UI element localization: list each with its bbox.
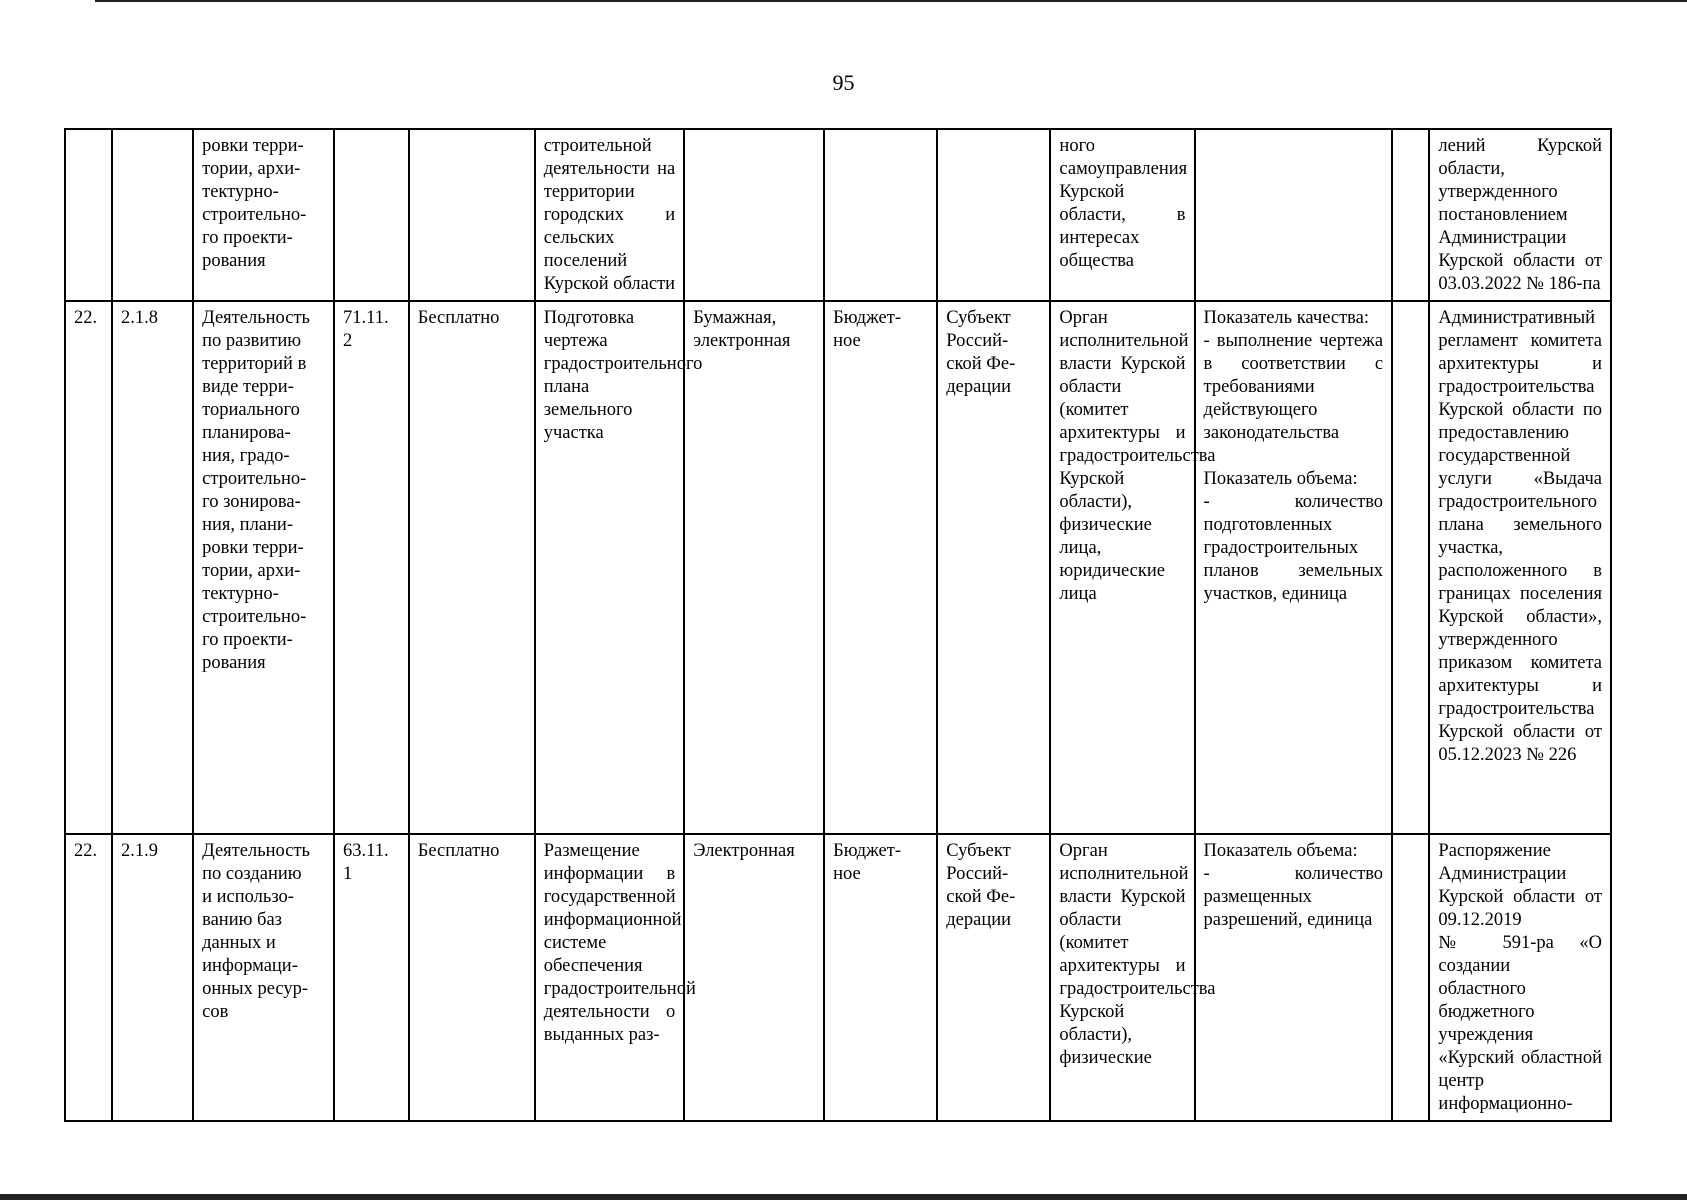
blank-cell <box>1392 129 1429 301</box>
basis-cell: лений Курской области, утвержденного постановлением Администрации Курской области от 03.03.2022 № 186-па <box>1429 129 1611 301</box>
services-table <box>64 128 1612 1122</box>
form-cell: Электронная <box>684 834 824 1121</box>
code-cell: 2.1.8 <box>112 301 193 834</box>
content-cell: Подготовка чертежа градостроительного плана земельного участка <box>535 301 684 834</box>
activity-cell: Деятельность по созданию и использо- ванию баз данных и информаци- онных ресур- сов <box>193 834 334 1121</box>
scan-top-edge <box>95 0 1687 2</box>
page-number: 95 <box>832 70 855 95</box>
type-cell: Бюджет- ное <box>824 301 937 834</box>
table-row <box>65 834 1611 1121</box>
basis-cell: Административный регламент комитета архитектуры и градостроительства Курской области по предоставлению государственной услуги «Выдача градостроительного плана земельного участка, расположенного в границах поселения Курской области», утвержденного приказом комитета архитектуры и градостроительства Курской области от 05.12.2023 № 226 <box>1429 301 1611 834</box>
indicators-cell: Показатель качества: - выполнение чертежа в соответствии с требованиями действующего законодательства Показатель объема: - количество подготовленных градостроительных планов земельных участков, единица <box>1195 301 1393 834</box>
code-cell <box>112 129 193 301</box>
category-cell: Субъект Россий- ской Фе- дерации <box>937 301 1050 834</box>
payment-cell: Бесплатно <box>409 301 535 834</box>
okved-cell: 63.11. 1 <box>334 834 409 1121</box>
content-cell: строительной деятельности на территории городских и сельских поселений Курской области <box>535 129 684 301</box>
form-cell <box>684 129 824 301</box>
form-cell: Бумажная, электронная <box>684 301 824 834</box>
category-cell: Субъект Россий- ской Фе- дерации <box>937 834 1050 1121</box>
okved-cell: 71.11. 2 <box>334 301 409 834</box>
type-cell: Бюджет- ное <box>824 834 937 1121</box>
recipients-cell: Орган исполнительной власти Курской области (комитет архитектуры и градостроительства Курской области), физические лица, юридические лица <box>1050 301 1194 834</box>
activity-cell: Деятельность по развитию территорий в виде терри- ториального планирова- ния, градо- строительно- го зонирова- ния, плани- ровки терри- тории, архи- тектурно- строительно- го проекти- рования <box>193 301 334 834</box>
row-number-cell: 22. <box>65 301 112 834</box>
content-cell: Размещение информации в государственной информационной системе обеспечения градостроительной деятельности о выданных раз- <box>535 834 684 1121</box>
row-number-cell: 22. <box>65 834 112 1121</box>
indicators-cell <box>1195 129 1393 301</box>
table-row <box>65 301 1611 834</box>
basis-cell: Распоряжение Администрации Курской области от 09.12.2019 № 591-ра «О создании областного бюджетного учреждения «Курский областной центр информационно- <box>1429 834 1611 1121</box>
recipients-cell: Орган исполнительной власти Курской области (комитет архитектуры и градостроительства Курской области), физические <box>1050 834 1194 1121</box>
type-cell <box>824 129 937 301</box>
payment-cell: Бесплатно <box>409 834 535 1121</box>
scan-bottom-edge <box>0 1194 1687 1200</box>
indicators-cell: Показатель объема: - количество размещенных разрешений, единица <box>1195 834 1393 1121</box>
activity-cell: ровки терри- тории, архи- тектурно- строительно- го проекти- рования <box>193 129 334 301</box>
okved-cell <box>334 129 409 301</box>
category-cell <box>937 129 1050 301</box>
payment-cell <box>409 129 535 301</box>
blank-cell <box>1392 834 1429 1121</box>
recipients-cell: ного самоуправления Курской области, в интересах общества <box>1050 129 1194 301</box>
blank-cell <box>1392 301 1429 834</box>
table-row <box>65 129 1611 301</box>
code-cell: 2.1.9 <box>112 834 193 1121</box>
row-number-cell <box>65 129 112 301</box>
